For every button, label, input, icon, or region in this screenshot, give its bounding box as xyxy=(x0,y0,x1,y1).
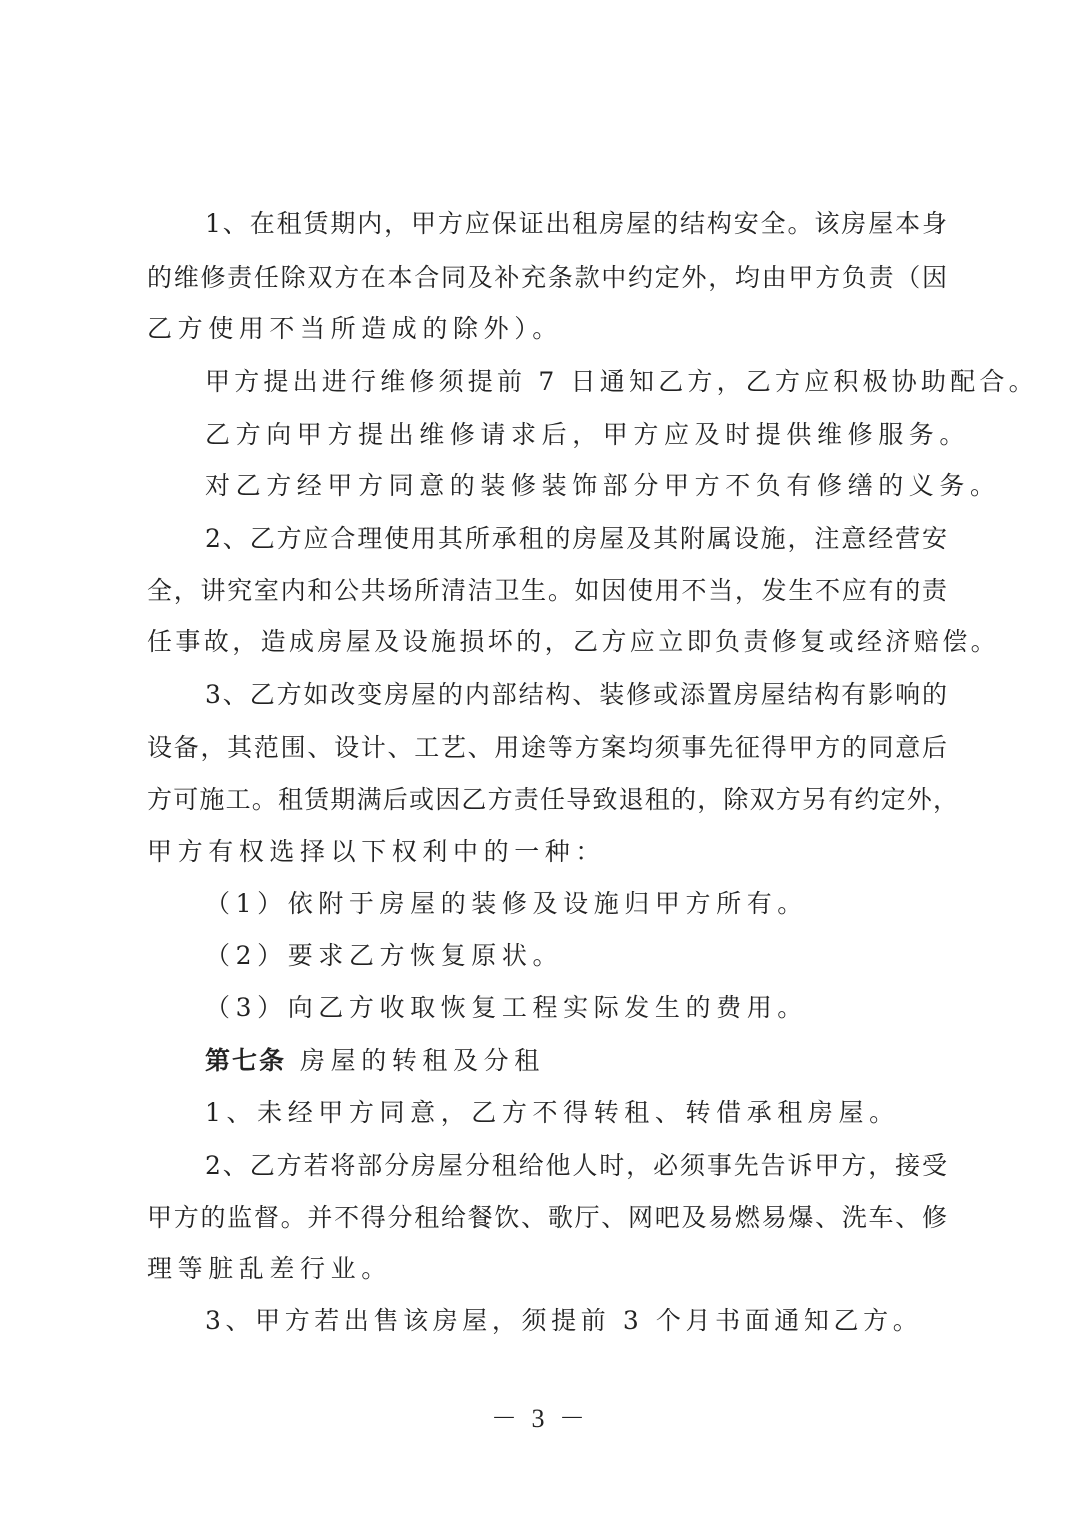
option-1: （1）依附于房屋的装修及设施归甲方所有。 xyxy=(205,889,808,918)
decoration-repair-paragraph: 对乙方经甲方同意的装修装饰部分甲方不负有修缮的义务。 xyxy=(205,471,1001,500)
option-2: （2）要求乙方恢复原状。 xyxy=(205,941,564,970)
clause-6-3-line-1: 3、乙方如改变房屋的内部结构、装修或添置房屋结构有影响的 xyxy=(205,680,947,709)
clause-7-2-line-1: 2、乙方若将部分房屋分租给他人时，必须事先告诉甲方，接受 xyxy=(205,1151,947,1180)
repair-request-paragraph: 乙方向甲方提出维修请求后，甲方应及时提供维修服务。 xyxy=(205,420,971,449)
clause-7-2-line-3: 理等脏乱差行业。 xyxy=(147,1254,392,1283)
clause-6-2-line-2: 全，讲究室内和公共场所清洁卫生。如因使用不当，发生不应有的责 xyxy=(147,576,947,605)
clause-6-3-line-4: 甲方有权选择以下权利中的一种： xyxy=(147,837,607,866)
clause-6-1-line-2: 的维修责任除双方在本合同及补充条款中约定外，均由甲方负责（因 xyxy=(147,263,947,292)
clause-6-3-line-3: 方可施工。租赁期满后或因乙方责任导致退租的，除双方另有约定外， xyxy=(147,785,960,814)
page-number: － 3 － xyxy=(490,1404,589,1433)
clause-6-1-line-3: 乙方使用不当所造成的除外）。 xyxy=(147,314,563,343)
article-7-label: 第七条 xyxy=(205,1046,287,1075)
clause-7-3: 3、甲方若出售该房屋，须提前 3 个月书面通知乙方。 xyxy=(205,1306,923,1335)
clause-7-2-line-2: 甲方的监督。并不得分租给餐饮、歌厅、网吧及易燃易爆、洗车、修 xyxy=(147,1203,947,1232)
article-7-heading xyxy=(205,1045,1005,1077)
clause-6-3-line-2: 设备，其范围、设计、工艺、用途等方案均须事先征得甲方的同意后 xyxy=(147,733,947,762)
clause-6-1-line-1: 1、在租赁期内，甲方应保证出租房屋的结构安全。该房屋本身 xyxy=(205,209,947,238)
option-3: （3）向乙方收取恢复工程实际发生的费用。 xyxy=(205,993,808,1022)
clause-6-2-line-1: 2、乙方应合理使用其所承租的房屋及其附属设施，注意经营安 xyxy=(205,524,947,553)
repair-notice-paragraph: 甲方提出进行维修须提前 7 日通知乙方，乙方应积极协助配合。 xyxy=(205,367,1038,396)
clause-6-2-line-3: 任事故，造成房屋及设施损坏的，乙方应立即负责修复或经济赔偿。 xyxy=(147,627,1000,656)
clause-7-1: 1、未经甲方同意，乙方不得转租、转借承租房屋。 xyxy=(205,1098,900,1127)
article-7-title: 房屋的转租及分租 xyxy=(300,1046,545,1075)
